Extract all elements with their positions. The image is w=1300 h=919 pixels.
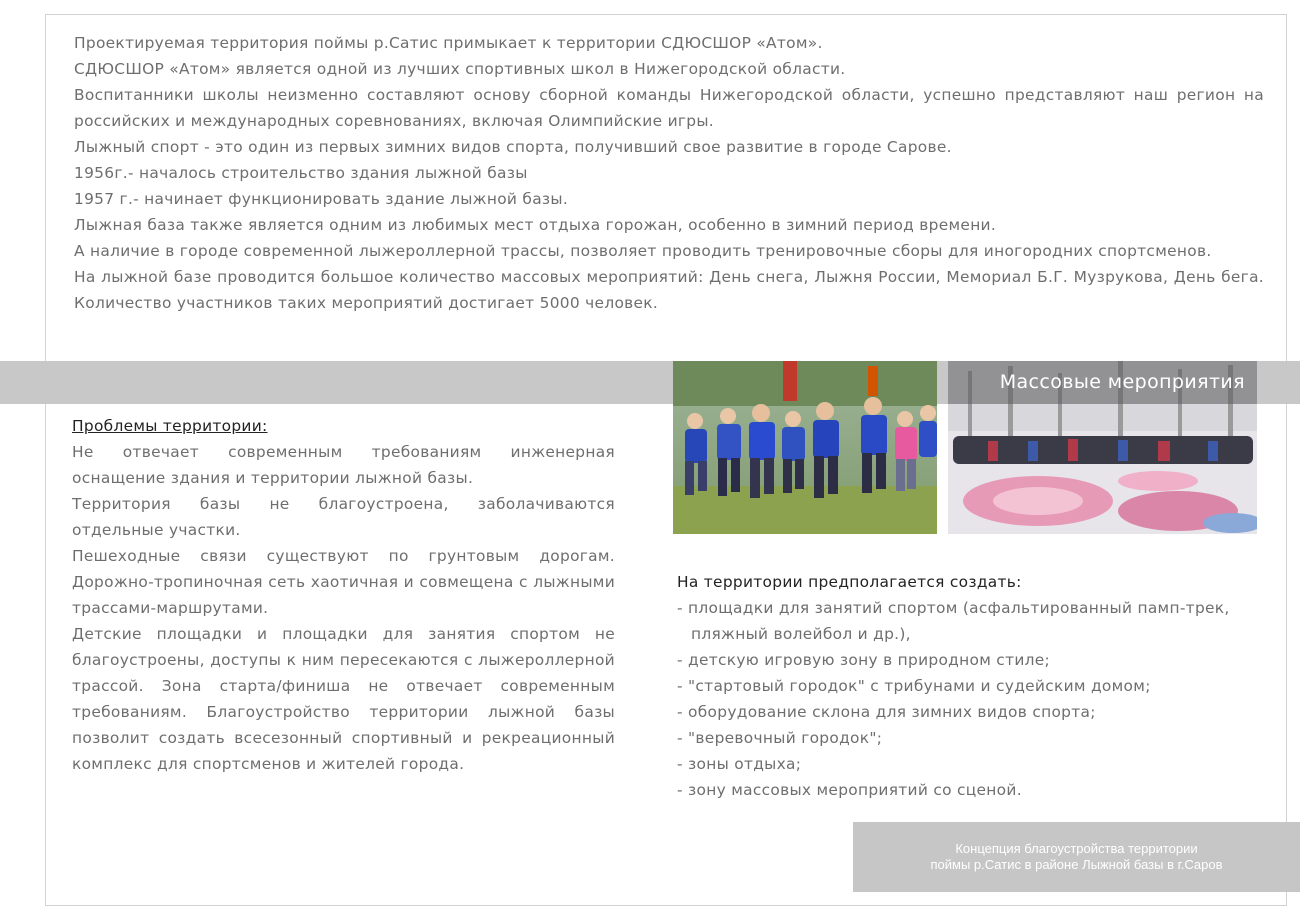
intro-paragraph: Лыжная база также является одним из любимых мест отдыха горожан, особенно в зимний период времени. (74, 216, 997, 234)
intro-text (74, 30, 1264, 316)
footer-line-2: поймы р.Сатис в районе Лыжной базы в г.Саров (930, 857, 1223, 872)
intro-paragraph: 1957 г.- начинает функционировать здание лыжной базы. (74, 190, 569, 208)
problems-paragraph: Не отвечает современным требованиям инженерная оснащение здания и территории лыжной базы. (72, 443, 615, 487)
list-item: - "стартовый городок" с трибунами и судейским домом; (677, 677, 1151, 695)
list-item: - зону массовых мероприятий со сценой. (677, 781, 1022, 799)
problems-paragraph: Территория базы не благоустроена, заболачиваются отдельные участки. (72, 495, 615, 539)
plans-title: На территории предполагается создать: (677, 573, 1022, 591)
intro-paragraph: Воспитанники школы неизменно составляют основу сборной команды Нижегородской области, успешно представляют наш регион на российских и международных соревнованиях, включая Олимпийские игры. (74, 86, 1264, 130)
intro-paragraph: 1956г.- началось строительство здания лыжной базы (74, 164, 528, 182)
plans-section (677, 569, 1277, 803)
problems-paragraph: Пешеходные связи существуют по грунтовым дорогам. Дорожно-тропиночная сеть хаотичная и совмещена с лыжными трассами-маршрутами. (72, 547, 615, 617)
list-item: - детскую игровую зону в природном стиле; (677, 651, 1051, 669)
list-item: - "веревочный городок"; (677, 729, 883, 747)
intro-paragraph: Лыжный спорт - это один из первых зимних видов спорта, получивший свое развитие в городе Сарове. (74, 138, 952, 156)
intro-paragraph: Проектируемая территория поймы р.Сатис примыкает к территории СДЮСШОР «Атом». (74, 34, 823, 52)
list-item: - оборудование склона для зимних видов спорта; (677, 703, 1096, 721)
footer-caption (853, 822, 1300, 892)
problems-section (72, 413, 615, 777)
photo-children-running (673, 361, 937, 534)
problems-paragraph: Детские площадки и площадки для занятия спортом не благоустроены, доступы к ним пересекаются с лыжероллерной трассой. Зона старта/финиша не отвечает современным требованиям. Благоустройство территории лыжной базы позволит создать всесезонный спортивный и рекреационный комплекс для спортсменов и жителей города. (72, 625, 615, 773)
photo-caption: Массовые мероприятия (948, 361, 1257, 404)
list-item: - площадки для занятий спортом (асфальтированный памп-трек, пляжный волейбол и др.), (677, 599, 1230, 643)
problems-title: Проблемы территории: (72, 417, 268, 435)
intro-paragraph: На лыжной базе проводится большое количество массовых мероприятий: День снега, Лыжня России, Мемориал Б.Г. Музрукова, День бега. Количество участников таких мероприятий достигает 5000 человек. (74, 268, 1264, 312)
intro-paragraph: А наличие в городе современной лыжероллерной трассы, позволяет проводить тренировочные сборы для иногородних спортсменов. (74, 242, 1212, 260)
intro-paragraph: СДЮСШОР «Атом» является одной из лучших спортивных школ в Нижегородской области. (74, 60, 846, 78)
list-item: - зоны отдыха; (677, 755, 802, 773)
plans-list (677, 595, 1277, 803)
footer-line-1: Концепция благоустройства территории (955, 841, 1198, 856)
